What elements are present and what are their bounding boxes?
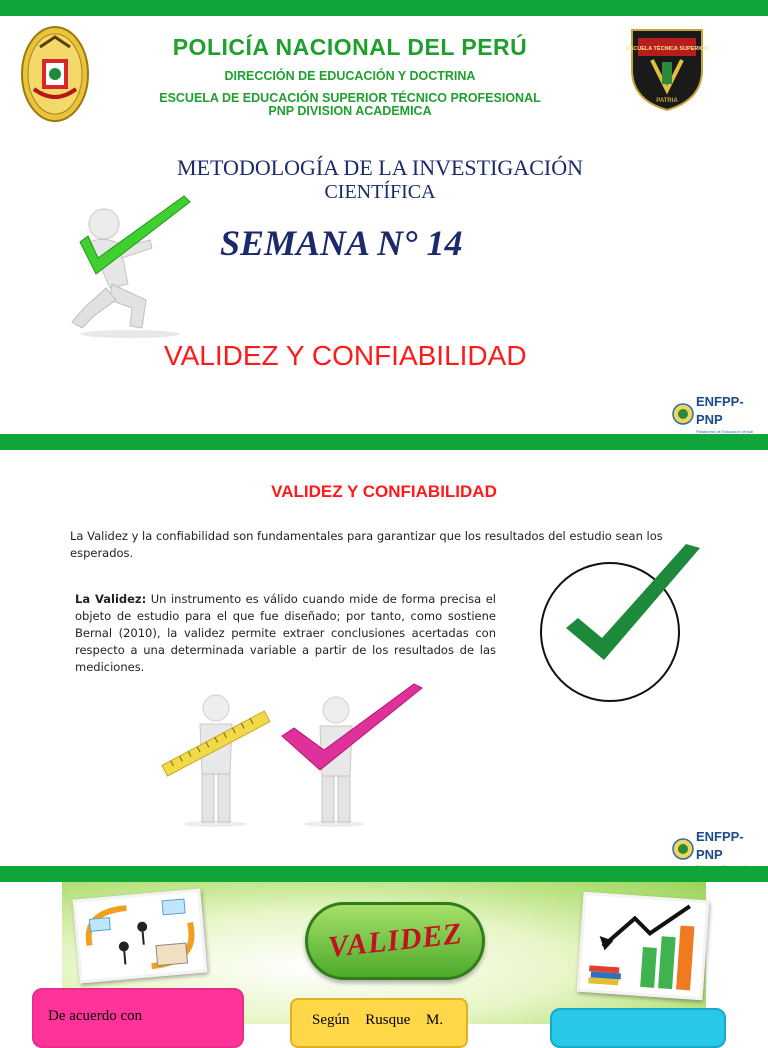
cyan-concept-box — [550, 1008, 726, 1048]
slide2-title: VALIDEZ Y CONFIABILIDAD — [271, 482, 497, 501]
validez-definition-text: Un instrumento es válido cuando mide de forma precisa el objeto de estudio para el que fue diseñado; por tanto, como sostiene Bernal (2010), la validez permite extraer conclusiones acertadas con respecto a una determinada variable a partir de los resultados de las mediciones. — [75, 592, 496, 674]
circle-check-icon — [536, 544, 704, 704]
badge-bottom-text: PATRIA — [656, 98, 678, 104]
school-subtitle: ESCUELA DE EDUCACIÓN SUPERIOR TÉCNICO PROFESIONAL — [159, 91, 541, 105]
week-heading: SEMANA N° 14 — [220, 223, 463, 263]
validez-term: La Validez: — [75, 592, 147, 606]
process-cycle-image — [73, 889, 208, 984]
school-badge-icon — [625, 26, 709, 112]
enfpp-logo-text: ENFPP-PNP — [696, 829, 744, 862]
validez-pill — [305, 902, 485, 980]
direction-subtitle: DIRECCIÓN DE EDUCACIÓN Y DOCTRINA — [224, 69, 476, 83]
figure-with-pink-check-icon — [280, 684, 425, 828]
growth-chart-image — [577, 892, 710, 1001]
enfpp-logo — [672, 393, 768, 434]
slide-2-validez — [0, 434, 768, 864]
slide-3-validez-concepts — [0, 866, 768, 1028]
course-title-line2: CIENTÍFICA — [324, 181, 436, 203]
top-green-bar — [0, 0, 768, 16]
slide2-green-bar — [0, 434, 768, 450]
figure-with-check-icon — [60, 196, 200, 338]
enfpp-emblem-icon — [672, 403, 694, 425]
institution-title: POLICÍA NACIONAL DEL PERÚ — [172, 34, 528, 60]
figure-with-ruler-icon — [160, 692, 270, 828]
yellow-box-text: Según Rusque M. — [312, 1012, 444, 1028]
pink-box-text: De acuerdo con — [48, 1008, 143, 1024]
enfpp-logo-text: ENFPP-PNP — [696, 394, 744, 427]
growth-chart-icon — [580, 895, 706, 997]
division-subtitle: PNP DIVISION ACADEMICA — [268, 104, 432, 118]
yellow-concept-box — [290, 998, 468, 1048]
slide3-green-bar — [0, 866, 768, 882]
process-cycle-icon — [76, 892, 204, 980]
slide2-intro-text: La Validez y la confiabilidad son fundamentales para garantizar que los resultados del estudio sean los esperados. — [70, 529, 663, 560]
course-title-line1: METODOLOGÍA DE LA INVESTIGACIÓN — [177, 155, 583, 180]
slide-1-cover — [0, 0, 768, 433]
pink-concept-box — [32, 988, 244, 1048]
topic-heading: VALIDEZ Y CONFIABILIDAD — [164, 340, 527, 371]
enfpp-emblem-icon — [672, 838, 694, 860]
validez-pill-label: VALIDEZ — [326, 917, 464, 964]
badge-text: ESCUELA TÉCNICA SUPERIOR — [625, 46, 709, 52]
enfpp-logo-subtitle: Plataforma de Educación Virtual — [696, 429, 754, 434]
enfpp-logo-2 — [672, 828, 768, 869]
validez-definition — [75, 591, 496, 676]
